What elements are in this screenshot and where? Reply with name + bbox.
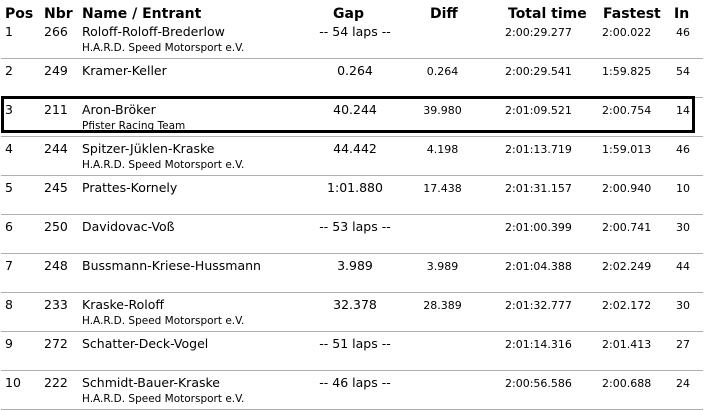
entrant-name: H.A.R.D. Speed Motorsport e.V. xyxy=(82,315,245,327)
number-cell: 249 xyxy=(44,63,68,78)
position-cell: 10 xyxy=(5,375,21,390)
number-cell: 272 xyxy=(44,336,68,351)
entrant-name: H.A.R.D. Speed Motorsport e.V. xyxy=(82,159,245,171)
gap-cell: -- 54 laps -- xyxy=(319,24,391,39)
fastest-lap-cell: 2:02.249 xyxy=(602,260,652,273)
entrant-name: H.A.R.D. Speed Motorsport e.V. xyxy=(82,393,245,405)
header-diff: Diff xyxy=(430,6,458,22)
in-lap-cell: 46 xyxy=(676,143,690,156)
fastest-lap-cell: 1:59.013 xyxy=(602,143,652,156)
table-row xyxy=(0,254,704,293)
table-row xyxy=(0,137,704,176)
in-lap-cell: 27 xyxy=(676,338,690,351)
position-cell: 3 xyxy=(5,102,13,117)
driver-names: Schmidt-Bauer-Kraske xyxy=(82,375,220,390)
gap-cell: 0.264 xyxy=(337,63,373,78)
number-cell: 244 xyxy=(44,141,68,156)
gap-cell: 44.442 xyxy=(333,141,377,156)
table-row xyxy=(0,59,704,98)
fastest-lap-cell: 2:00.754 xyxy=(602,104,652,117)
fastest-lap-cell: 2:01.413 xyxy=(602,338,652,351)
header-gap: Gap xyxy=(333,6,364,22)
gap-cell: 40.244 xyxy=(333,102,377,117)
position-cell: 1 xyxy=(5,24,13,39)
number-cell: 233 xyxy=(44,297,68,312)
in-lap-cell: 46 xyxy=(676,26,690,39)
gap-cell: -- 46 laps -- xyxy=(319,375,391,390)
driver-names: Davidovac-Voß xyxy=(82,219,175,234)
driver-names: Aron-Bröker xyxy=(82,102,156,117)
diff-cell: 3.989 xyxy=(426,260,459,273)
driver-names: Kramer-Keller xyxy=(82,63,167,78)
table-row xyxy=(0,176,704,215)
fastest-lap-cell: 2:00.022 xyxy=(602,26,652,39)
total-time-cell: 2:01:31.157 xyxy=(505,182,572,195)
number-cell: 245 xyxy=(44,180,68,195)
number-cell: 211 xyxy=(44,102,68,117)
entrant-name: Pfister Racing Team xyxy=(82,120,186,132)
fastest-lap-cell: 1:59.825 xyxy=(602,65,652,78)
fastest-lap-cell: 2:00.688 xyxy=(602,377,652,390)
driver-names: Schatter-Deck-Vogel xyxy=(82,336,209,351)
total-time-cell: 2:01:14.316 xyxy=(505,338,572,351)
header-in: In xyxy=(674,6,690,22)
driver-names: Spitzer-Jüklen-Kraske xyxy=(82,141,215,156)
highlighted-row-frame xyxy=(1,96,695,133)
total-time-cell: 2:01:13.719 xyxy=(505,143,572,156)
header-nbr: Nbr xyxy=(44,6,73,22)
driver-names: Kraske-Roloff xyxy=(82,297,165,312)
total-time-cell: 2:01:00.399 xyxy=(505,221,572,234)
driver-names: Roloff-Roloff-Brederlow xyxy=(82,24,225,39)
in-lap-cell: 14 xyxy=(676,104,690,117)
number-cell: 248 xyxy=(44,258,68,273)
number-cell: 250 xyxy=(44,219,68,234)
header-name: Name / Entrant xyxy=(82,6,202,22)
fastest-lap-cell: 2:00.741 xyxy=(602,221,652,234)
in-lap-cell: 44 xyxy=(676,260,690,273)
number-cell: 222 xyxy=(44,375,68,390)
gap-cell: -- 51 laps -- xyxy=(319,336,391,351)
position-cell: 2 xyxy=(5,63,13,78)
header-fastest: Fastest xyxy=(603,6,661,22)
position-cell: 8 xyxy=(5,297,13,312)
diff-cell: 17.438 xyxy=(423,182,462,195)
total-time-cell: 2:00:29.277 xyxy=(505,26,572,39)
entrant-name: H.A.R.D. Speed Motorsport e.V. xyxy=(82,42,245,54)
in-lap-cell: 30 xyxy=(676,221,690,234)
gap-cell: 1:01.880 xyxy=(327,180,383,195)
driver-names: Prattes-Kornely xyxy=(82,180,178,195)
diff-cell: 28.389 xyxy=(423,299,462,312)
fastest-lap-cell: 2:02.172 xyxy=(602,299,652,312)
table-row xyxy=(0,293,704,332)
in-lap-cell: 24 xyxy=(676,377,690,390)
table-row xyxy=(0,20,704,59)
table-row xyxy=(0,332,704,371)
position-cell: 6 xyxy=(5,219,13,234)
gap-cell: 32.378 xyxy=(333,297,377,312)
diff-cell: 4.198 xyxy=(426,143,459,156)
header-total: Total time xyxy=(508,6,587,22)
diff-cell: 39.980 xyxy=(423,104,462,117)
number-cell: 266 xyxy=(44,24,68,39)
total-time-cell: 2:00:56.586 xyxy=(505,377,572,390)
total-time-cell: 2:01:32.777 xyxy=(505,299,572,312)
in-lap-cell: 54 xyxy=(676,65,690,78)
table-row xyxy=(0,215,704,254)
total-time-cell: 2:01:04.388 xyxy=(505,260,572,273)
total-time-cell: 2:00:29.541 xyxy=(505,65,572,78)
position-cell: 5 xyxy=(5,180,13,195)
position-cell: 4 xyxy=(5,141,13,156)
position-cell: 9 xyxy=(5,336,13,351)
header-pos: Pos xyxy=(5,6,34,22)
gap-cell: -- 53 laps -- xyxy=(319,219,391,234)
table-row xyxy=(0,371,704,410)
total-time-cell: 2:01:09.521 xyxy=(505,104,572,117)
gap-cell: 3.989 xyxy=(337,258,373,273)
driver-names: Bussmann-Kriese-Hussmann xyxy=(82,258,261,273)
position-cell: 7 xyxy=(5,258,13,273)
fastest-lap-cell: 2:00.940 xyxy=(602,182,652,195)
in-lap-cell: 30 xyxy=(676,299,690,312)
in-lap-cell: 10 xyxy=(676,182,690,195)
diff-cell: 0.264 xyxy=(426,65,459,78)
